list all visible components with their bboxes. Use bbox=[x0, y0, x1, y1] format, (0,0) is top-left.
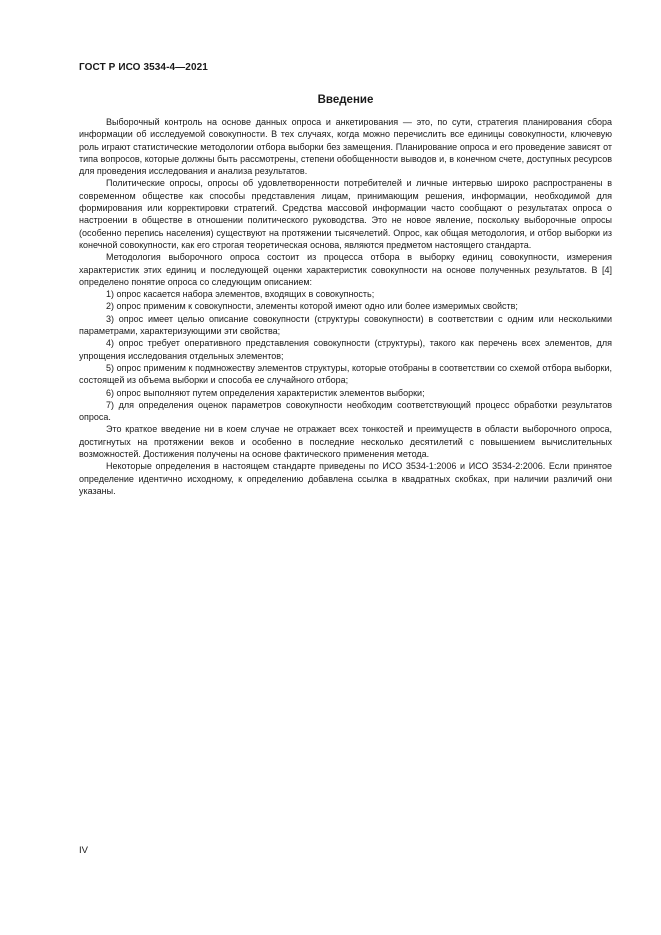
list-item: 6) опрос выполняют путем определения характеристик элементов выборки; bbox=[106, 387, 425, 398]
paragraph-intro-2: Политические опросы, опросы об удовлетворенности потребителей и личные интервью широко распространены в современном обществе как способы представления лицам, принимающим решения, информации, необходимой для формирования или корректировки стратегий. Средства массовой информации часто сообщают о результатах опроса о настроении в обществе в отношении политического руководства. Это не новое явление, поскольку выборочные опросы (особенно перепись населения) существуют на протяжении тысячелетий. Опрос, как общая методология, и отбор выборки из конечной совокупности, как его строгая теоретическая основа, являются предметом настоящего стандарта. bbox=[79, 178, 612, 250]
introduction-body bbox=[79, 116, 612, 497]
page-number: IV bbox=[79, 845, 88, 856]
list-item: 5) опрос применим к подмножеству элементов структуры, которые отобраны в соответствии со схемой отбора выборки, состоящей из объема выборки и способа ее случайного отбора; bbox=[79, 362, 612, 386]
paragraph-closing-2: Некоторые определения в настоящем стандарте приведены по ИСО 3534-1:2006 и ИСО 3534-2:2006. Если принятое определение идентично исходному, к определению добавлена ссылка в квадратных скобках, при наличии различий они указаны. bbox=[79, 461, 612, 496]
list-item: 2) опрос применим к совокупности, элементы которой имеют одно или более измеримых свойств; bbox=[106, 301, 518, 312]
section-title: Введение bbox=[317, 94, 374, 106]
survey-definition-list bbox=[79, 288, 612, 423]
paragraph-intro-1: Выборочный контроль на основе данных опроса и анкетирования — это, по сути, стратегия планирования сбора информации об исследуемой совокупности. В тех случаях, когда можно перечислить все единицы совокупности, ключевую роль играют статистические методологии отбора выборки без замещения. Планирование опроса и его проведение зависят от типа вопросов, которые должны быть рассмотрены, степени обобщенности выводов и, в конечном счете, доступных ресурсов для проведения исследования и анализа результатов. bbox=[79, 117, 612, 177]
list-item: 1) опрос касается набора элементов, входящих в совокупность; bbox=[106, 289, 375, 300]
paragraph-closing-1: Это краткое введение ни в коем случае не отражает всех тонкостей и преимуществ в области выборочного опроса, достигнутых на протяжении веков и особенно в последние несколько десятилетий с повышением вычислительных возможностей. Достижения получены на основе фактического применения метода. bbox=[79, 424, 612, 460]
list-item: 3) опрос имеет целью описание совокупности (структуры совокупности) в соответствии с одним или несколькими параметрами, характеризующими эти свойства; bbox=[79, 313, 612, 337]
list-item: 4) опрос требует оперативного представления совокупности (структуры), такого как перечень всех элементов, для упрощения исследования отдельных элементов; bbox=[79, 338, 612, 361]
paragraph-intro-3: Методология выборочного опроса состоит из процесса отбора в выборку единиц совокупности, измерения характеристик этих единиц и последующей оценки характеристик совокупности на основе полученных результатов. В [4] определено понятие опроса со следующим описанием: bbox=[79, 252, 612, 287]
list-item: 7) для определения оценок параметров совокупности необходим соответствующий процесс обработки результатов опроса. bbox=[79, 399, 612, 423]
standard-identifier: ГОСТ Р ИСО 3534-4—2021 bbox=[79, 62, 208, 73]
